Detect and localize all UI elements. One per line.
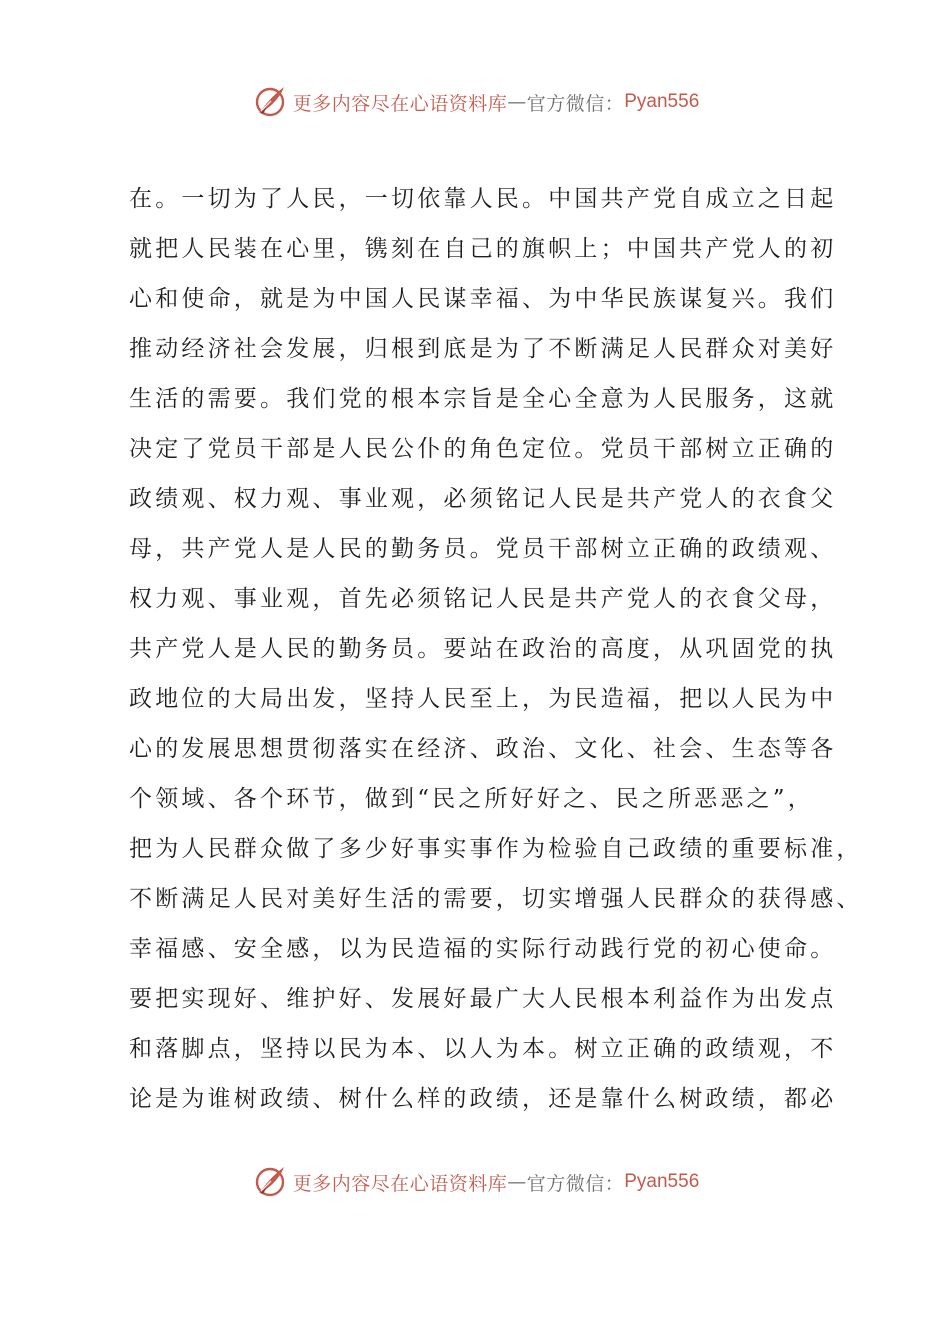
- footer-banner: [0, 1162, 950, 1202]
- body-line: 权力观、事业观，首先必须铭记人民是共产党人的衣食父母，: [129, 586, 837, 612]
- header-wechat-label: 官方微信：: [526, 92, 625, 115]
- footer-text: [293, 1169, 700, 1196]
- body-line: 幸福感、安全感，以为民造福的实际行动践行党的初心使命。: [129, 936, 837, 962]
- body-line: 共产党人是人民的勤务员。要站在政治的高度，从巩固党的执: [129, 636, 837, 662]
- body-line: 生活的需要。我们党的根本宗旨是全心全意为人民服务，这就: [129, 386, 837, 412]
- footer-separator: —: [507, 1171, 527, 1193]
- body-line: 政绩观、权力观、事业观，必须铭记人民是共产党人的衣食父: [129, 486, 837, 512]
- quill-pen-logo-icon: [251, 83, 289, 121]
- body-line: 母，共产党人是人民的勤务员。党员干部树立正确的政绩观、: [129, 536, 837, 562]
- header-text: [293, 89, 700, 116]
- body-line: 心的发展思想贯彻落实在经济、政治、文化、社会、生态等各: [129, 736, 837, 762]
- body-line: 不断满足人民对美好生活的需要，切实增强人民群众的获得感、: [129, 886, 863, 912]
- body-line: 和落脚点，坚持以民为本、以人为本。树立正确的政绩观，不: [129, 1036, 837, 1062]
- quill-pen-logo-icon: [251, 1163, 289, 1201]
- footer-wechat-label: 官方微信：: [526, 1172, 625, 1195]
- header-separator: —: [507, 91, 527, 113]
- header-slogan: 更多内容尽在心语资料库: [292, 92, 508, 115]
- footer-slogan: 更多内容尽在心语资料库: [292, 1172, 508, 1195]
- header-banner: [0, 82, 950, 122]
- body-line: 个领域、各个环节，做到“民之所好好之、民之所恶恶之”，: [129, 786, 814, 812]
- document-body: [129, 174, 863, 1124]
- body-line: 在。一切为了人民，一切依靠人民。中国共产党自成立之日起: [129, 186, 837, 212]
- body-line: 论是为谁树政绩、树什么样的政绩，还是靠什么树政绩，都必: [129, 1086, 837, 1112]
- footer-wechat-id: Pyan556: [624, 1171, 700, 1192]
- body-line: 把为人民群众做了多少好事实事作为检验自己政绩的重要标准，: [129, 836, 863, 862]
- body-line: 政地位的大局出发，坚持人民至上，为民造福，把以人民为中: [129, 686, 837, 712]
- body-line: 心和使命，就是为中国人民谋幸福、为中华民族谋复兴。我们: [129, 286, 837, 312]
- header-wechat-id: Pyan556: [624, 91, 700, 112]
- body-line: 决定了党员干部是人民公仆的角色定位。党员干部树立正确的: [129, 436, 837, 462]
- body-line: 就把人民装在心里，镌刻在自己的旗帜上；中国共产党人的初: [129, 236, 837, 262]
- body-line: 要把实现好、维护好、发展好最广大人民根本利益作为出发点: [129, 986, 837, 1012]
- body-line: 推动经济社会发展，归根到底是为了不断满足人民群众对美好: [129, 336, 837, 362]
